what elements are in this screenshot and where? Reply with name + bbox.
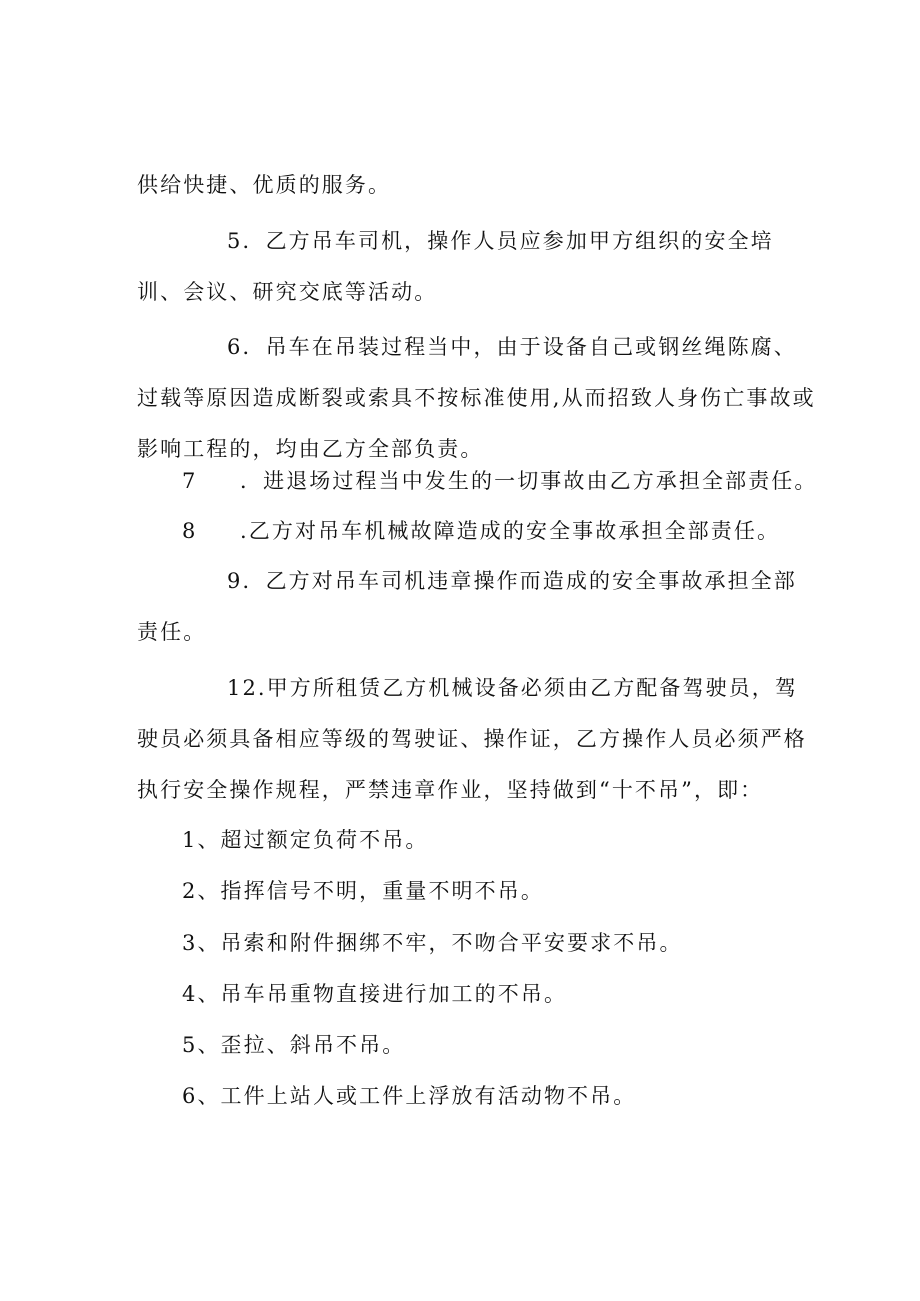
rule-item <box>182 866 544 917</box>
rule-text: 5、歪拉、斜吊不吊。 <box>182 1033 406 1057</box>
clause-7 <box>182 456 818 507</box>
clause-text: ．进退场过程当中发生的一切事故由乙方承担全部责任。 <box>240 469 818 493</box>
clause-number: 6 <box>227 335 243 359</box>
clause-8 <box>182 506 780 557</box>
clause-text: ．乙方对吊车司机违章操作而造成的安全事故承担全部责任。 <box>137 569 797 644</box>
clause-number: 9 <box>227 569 243 593</box>
rule-text: 4、吊车吊重物直接进行加工的不吊。 <box>182 982 568 1006</box>
clause-number: 8 <box>182 519 198 543</box>
clause-number: 12. <box>227 676 267 700</box>
clause-text: 甲方所租赁乙方机械设备必须由乙方配备驾驶员，驾驶员必须具备相应等级的驾驶证、操作证，乙方操作人员必须严格执行安全操作规程，严禁违章作业，坚持做到“十不吊”，即： <box>137 676 807 802</box>
rule-text: 2、指挥信号不明，重量不明不吊。 <box>182 879 544 903</box>
rule-text: 3、吊索和附件捆绑不牢，不吻合平安要求不吊。 <box>182 931 683 955</box>
rule-text: 6、工件上站人或工件上浮放有活动物不吊。 <box>182 1084 637 1108</box>
rule-item <box>182 969 567 1020</box>
rule-item <box>182 918 683 969</box>
continued-text: 供给快捷、优质的服务。 <box>137 173 392 197</box>
clause-number: 7 <box>182 469 198 493</box>
continued-paragraph <box>137 160 817 211</box>
rule-item <box>182 1020 405 1071</box>
clause-text: ．乙方吊车司机，操作人员应参加甲方组织的安全培训、会议、研究交底等活动。 <box>137 229 774 304</box>
rule-text: 1、超过额定负荷不吊。 <box>182 828 429 852</box>
clause-12 <box>137 663 817 816</box>
rule-item <box>182 815 428 866</box>
rule-item <box>182 1071 636 1122</box>
clause-text: .乙方对吊车机械故障造成的安全事故承担全部责任。 <box>240 519 781 543</box>
clause-number: 5 <box>227 229 243 253</box>
clause-6 <box>137 322 817 475</box>
clause-9 <box>137 556 817 658</box>
clause-text: ．吊车在吊装过程当中，由于设备自己或钢丝绳陈腐、过载等原因造成断裂或索具不按标准使用,从而招致人身伤亡事故或影响工程的，均由乙方全部负责。 <box>137 335 816 461</box>
clause-5 <box>137 216 817 318</box>
